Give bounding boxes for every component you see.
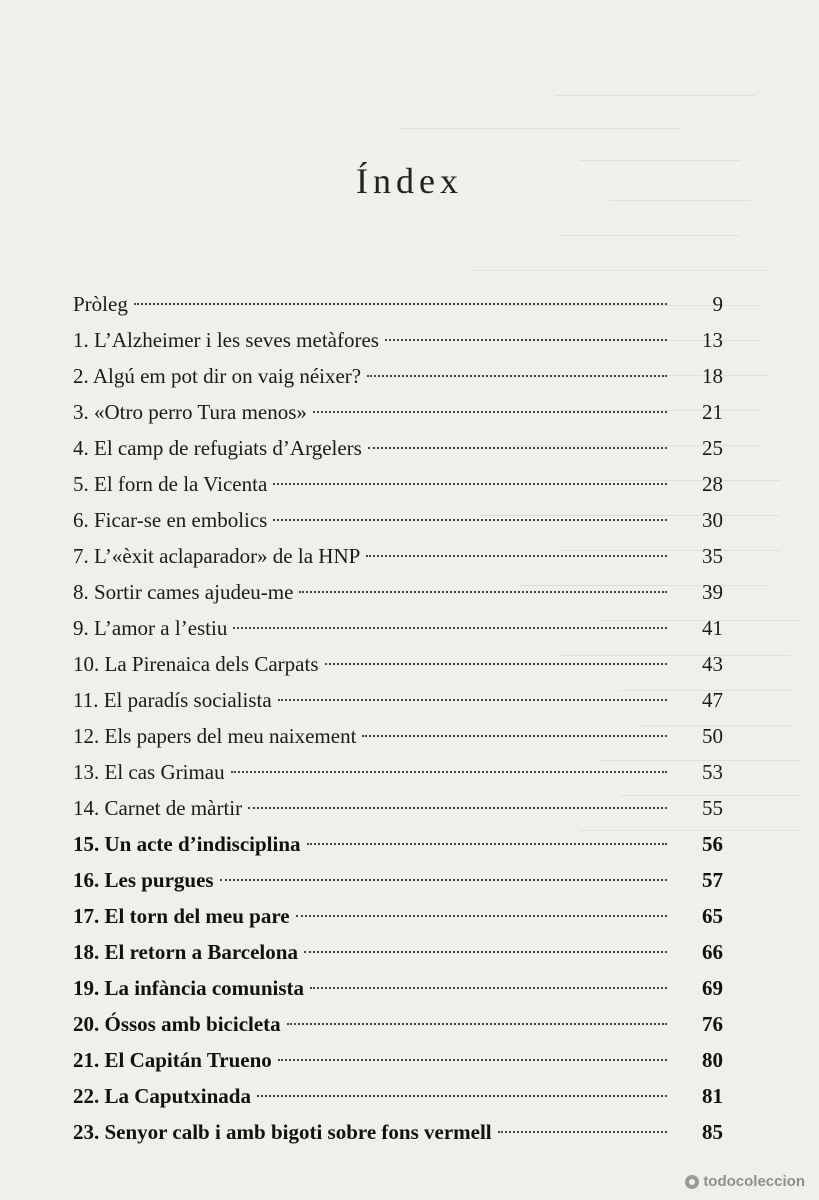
toc-entry — [73, 286, 723, 322]
toc-entry-page: 9 — [712, 292, 723, 316]
toc-entry-title: 17. El torn del meu pare — [73, 904, 290, 928]
dot-leader — [362, 735, 667, 737]
ghost-line — [555, 95, 755, 96]
toc-entry — [73, 502, 723, 538]
toc-entry-title: 6. Ficar-se en embolics — [73, 508, 268, 532]
toc-entry — [73, 826, 723, 862]
dot-leader — [313, 411, 667, 413]
toc-entry-page: 80 — [702, 1048, 723, 1072]
toc-entry — [73, 430, 723, 466]
toc-entry — [73, 934, 723, 970]
dot-leader — [231, 771, 667, 773]
dot-leader — [299, 591, 667, 593]
dot-leader — [257, 1095, 667, 1097]
toc-entry-page: 66 — [702, 940, 723, 964]
toc-entry — [73, 790, 723, 826]
dot-leader — [273, 483, 667, 485]
toc-entry — [73, 358, 723, 394]
toc-entry-title: 7. L’«èxit aclaparador» de la HNP — [73, 544, 361, 568]
toc-entry — [73, 862, 723, 898]
toc-entry-page: 76 — [702, 1012, 723, 1036]
toc-entry-page: 41 — [702, 616, 723, 640]
page-title: Índex — [356, 161, 463, 202]
dot-leader — [248, 807, 667, 809]
toc-entry — [73, 574, 723, 610]
toc-entry-title: 21. El Capitán Trueno — [73, 1048, 272, 1072]
toc-entry-page: 21 — [702, 400, 723, 424]
ghost-line — [560, 235, 740, 236]
toc-entry-title: 23. Senyor calb i amb bigoti sobre fons vermell — [73, 1120, 492, 1144]
toc-entry — [73, 322, 723, 358]
toc-entry-page: 25 — [702, 436, 723, 460]
toc-entry — [73, 1114, 723, 1150]
toc-entry-title: 11. El paradís socialista — [73, 688, 272, 712]
toc-entry-title: 1. L’Alzheimer i les seves metàfores — [73, 328, 379, 352]
toc-entry-title: 10. La Pirenaica dels Carpats — [73, 652, 319, 676]
toc-entry — [73, 466, 723, 502]
toc-entry — [73, 1078, 723, 1114]
toc-entry-page: 30 — [702, 508, 723, 532]
toc-entry-page: 85 — [702, 1120, 723, 1144]
watermark — [685, 1173, 805, 1190]
toc-entry-page: 35 — [702, 544, 723, 568]
toc-entry-page: 39 — [702, 580, 723, 604]
toc-entry-page: 47 — [702, 688, 723, 712]
dot-leader — [368, 447, 667, 449]
toc-entry-title: 15. Un acte d’indisciplina — [73, 832, 301, 856]
dot-leader — [367, 375, 667, 377]
table-of-contents — [73, 286, 723, 1150]
toc-entry-title: 8. Sortir cames ajudeu-me — [73, 580, 294, 604]
toc-entry-title: 22. La Caputxinada — [73, 1084, 251, 1108]
dot-leader — [307, 843, 667, 845]
toc-entry-title: 9. L’amor a l’estiu — [73, 616, 228, 640]
toc-entry — [73, 754, 723, 790]
toc-entry — [73, 394, 723, 430]
toc-entry — [73, 646, 723, 682]
toc-entry-page: 81 — [702, 1084, 723, 1108]
toc-entry-title: 16. Les purgues — [73, 868, 214, 892]
toc-entry-page: 13 — [702, 328, 723, 352]
ghost-line — [470, 270, 770, 271]
toc-entry-page: 55 — [702, 796, 723, 820]
toc-entry-page: 56 — [702, 832, 723, 856]
dot-leader — [134, 303, 667, 305]
dot-leader — [233, 627, 667, 629]
toc-entry — [73, 1042, 723, 1078]
dot-leader — [310, 987, 667, 989]
dot-leader — [325, 663, 668, 665]
toc-entry-title: 20. Óssos amb bicicleta — [73, 1012, 281, 1036]
toc-entry-page: 65 — [702, 904, 723, 928]
toc-entry — [73, 718, 723, 754]
dot-leader — [498, 1131, 667, 1133]
dot-leader — [296, 915, 667, 917]
toc-entry — [73, 682, 723, 718]
toc-entry-title: 13. El cas Grimau — [73, 760, 225, 784]
dot-leader — [385, 339, 667, 341]
watermark-text: todocoleccion — [703, 1173, 805, 1190]
dot-leader — [304, 951, 667, 953]
toc-entry-page: 69 — [702, 976, 723, 1000]
toc-entry — [73, 1006, 723, 1042]
toc-entry-title: 19. La infància comunista — [73, 976, 305, 1000]
toc-entry-title: 2. Algú em pot dir on vaig néixer? — [73, 364, 362, 388]
toc-entry-title: 14. Carnet de màrtir — [73, 796, 243, 820]
dot-leader — [220, 879, 667, 881]
toc-entry — [73, 538, 723, 574]
toc-entry-page: 28 — [702, 472, 723, 496]
dot-leader — [278, 699, 667, 701]
watermark-logo-icon — [685, 1175, 699, 1189]
toc-entry-title: 4. El camp de refugiats d’Argelers — [73, 436, 362, 460]
toc-entry-title: 18. El retorn a Barcelona — [73, 940, 298, 964]
toc-entry-title: Pròleg — [73, 292, 128, 316]
ghost-line — [400, 128, 680, 129]
toc-entry-page: 57 — [702, 868, 723, 892]
toc-entry-page: 18 — [702, 364, 723, 388]
dot-leader — [287, 1023, 667, 1025]
toc-entry — [73, 898, 723, 934]
toc-entry — [73, 610, 723, 646]
toc-entry-title: 3. «Otro perro Tura menos» — [73, 400, 307, 424]
dot-leader — [366, 555, 667, 557]
toc-entry-page: 50 — [702, 724, 723, 748]
toc-entry-page: 53 — [702, 760, 723, 784]
dot-leader — [278, 1059, 667, 1061]
toc-entry-title: 5. El forn de la Vicenta — [73, 472, 268, 496]
toc-entry-title: 12. Els papers del meu naixement — [73, 724, 357, 748]
toc-entry — [73, 970, 723, 1006]
toc-entry-page: 43 — [702, 652, 723, 676]
dot-leader — [273, 519, 667, 521]
